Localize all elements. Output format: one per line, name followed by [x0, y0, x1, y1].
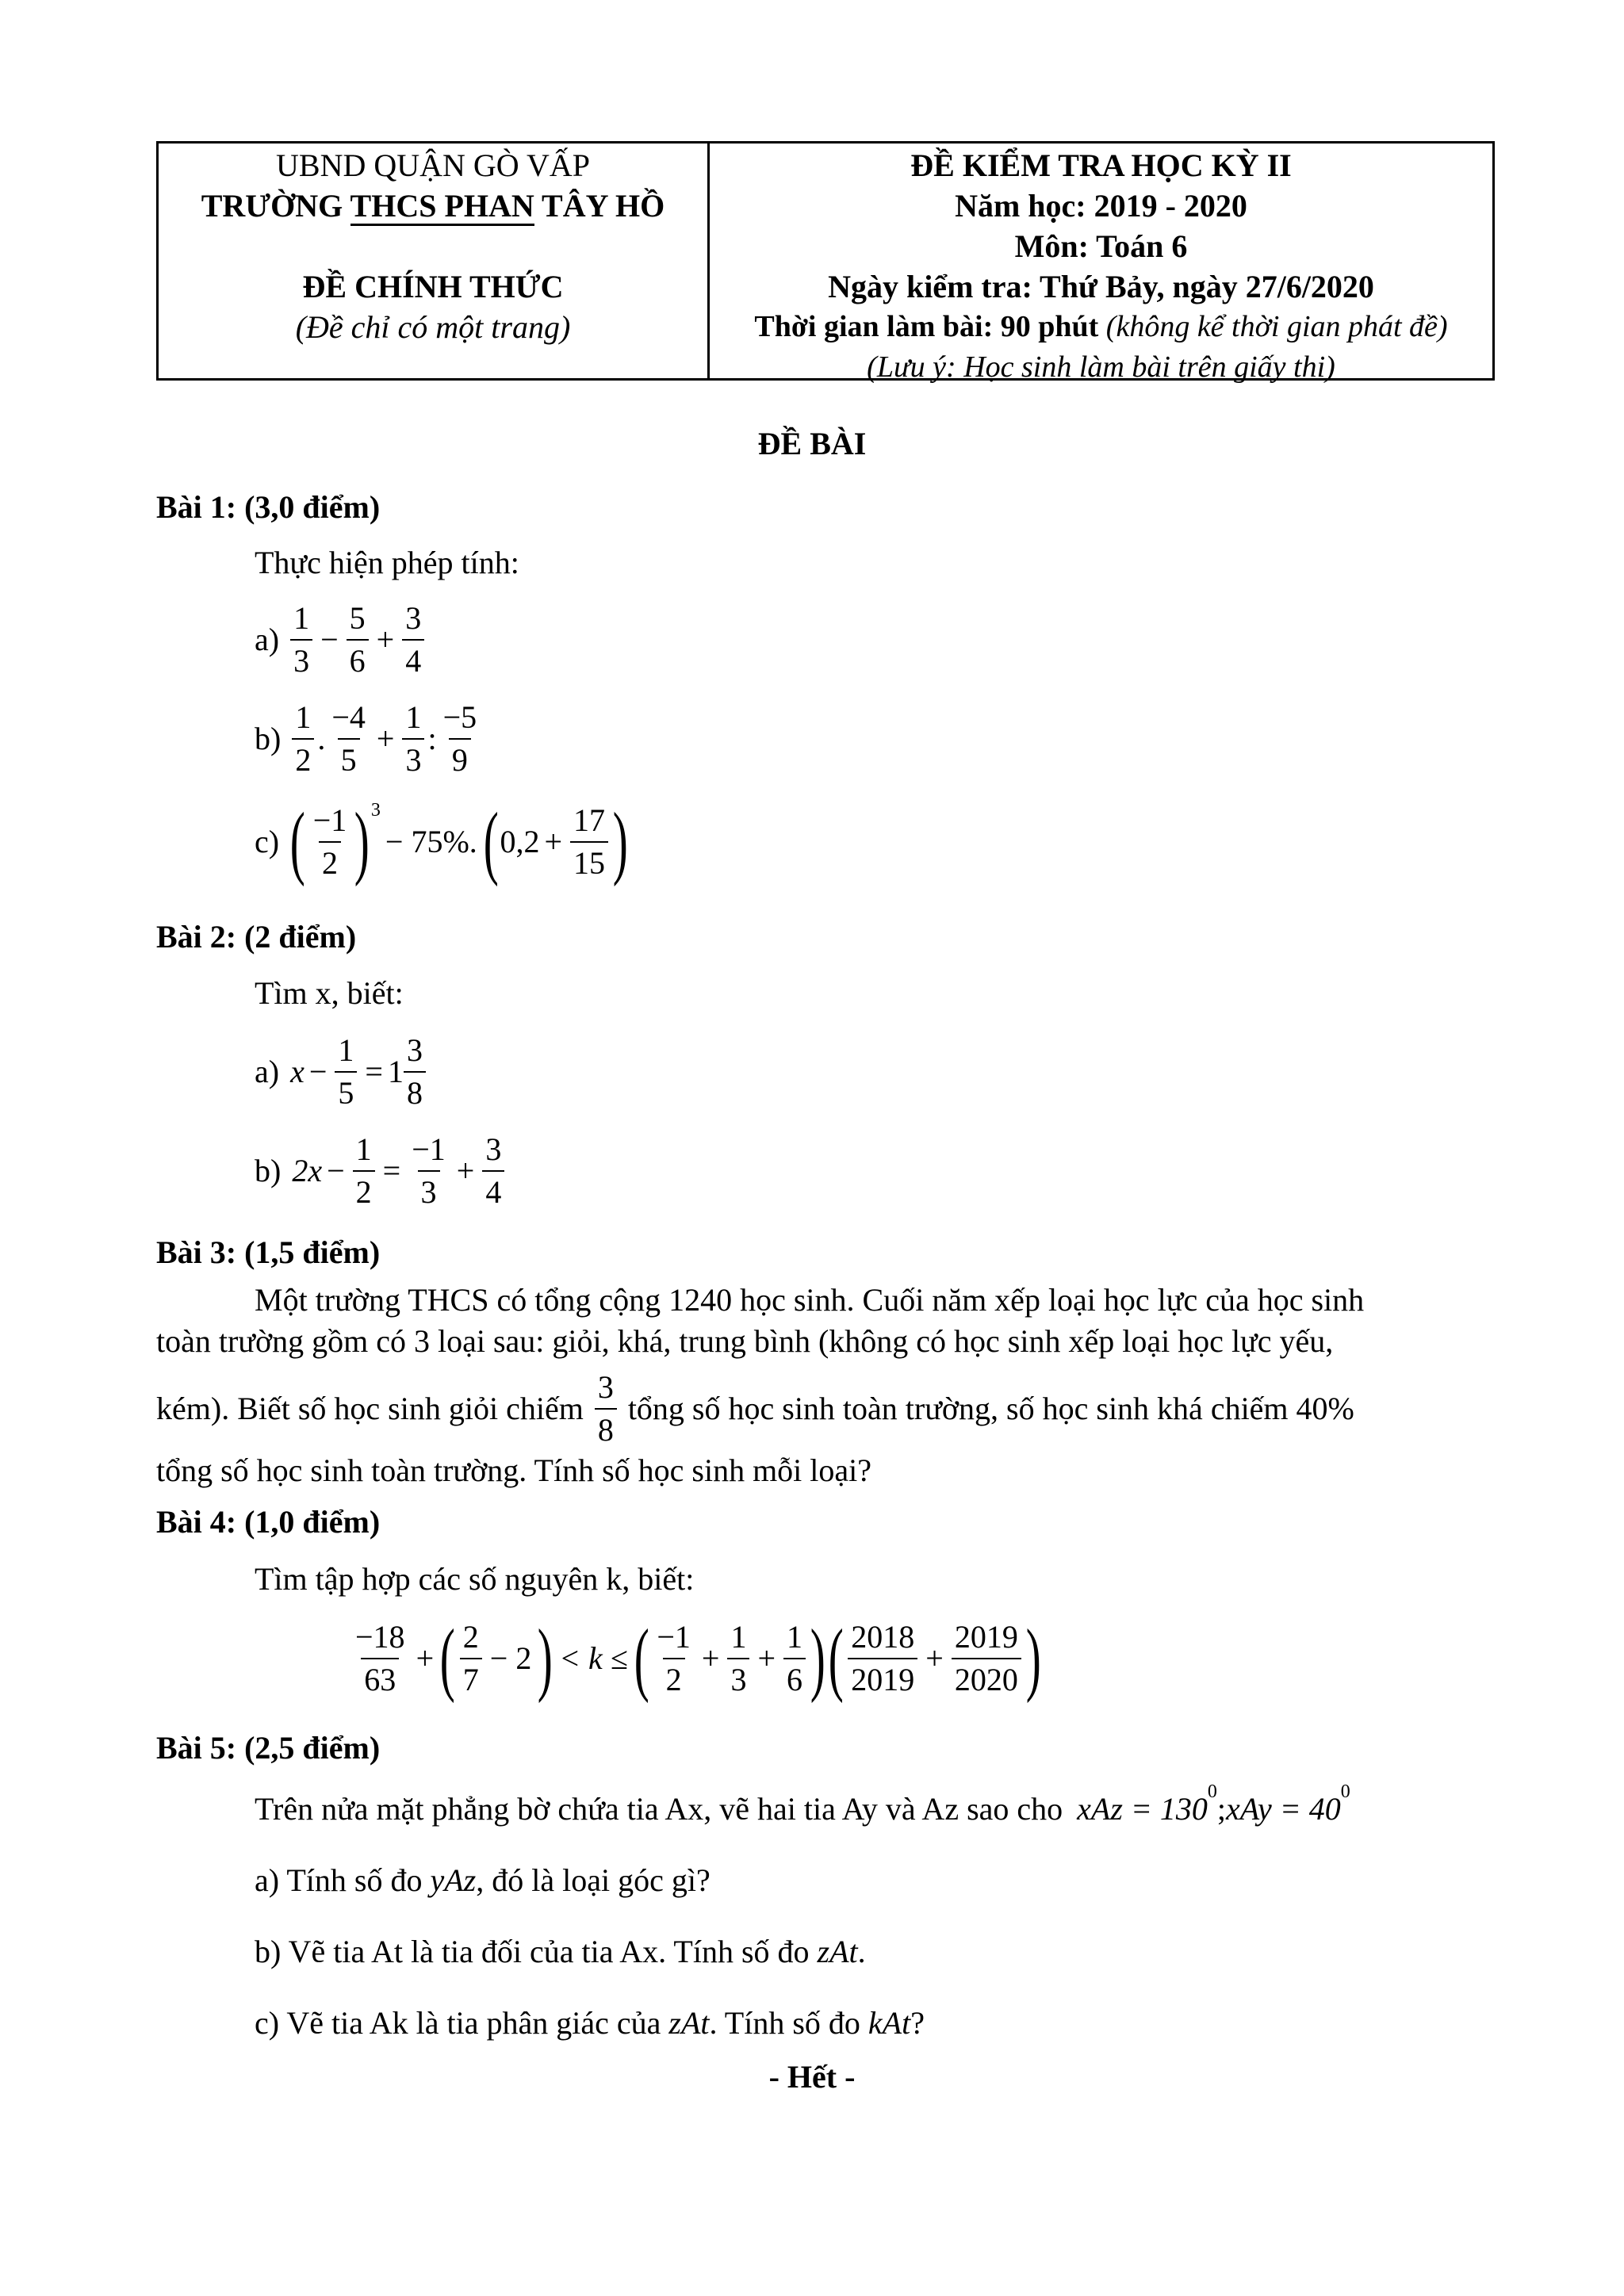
bai2-b: b) 2x − $\frac{1}{2}$ = $\frac{-1}{3}$ + $\frac{3}{4}$	[255, 1134, 508, 1208]
reminder-line: (Lưu ý: Học sinh làm bài trên giấy thi)	[867, 350, 1335, 384]
fraction: $\frac{-1}{2}$	[312, 802, 347, 881]
fraction: $\frac{-4}{5}$	[331, 699, 366, 778]
fraction: $\frac{1}{6}$	[783, 1621, 806, 1696]
fraction: $\frac{1}{3}$	[402, 702, 424, 776]
fraction: $\frac{1}{5}$	[335, 1035, 357, 1109]
bai3-heading: Bài 3: (1,5 điểm)	[156, 1234, 381, 1270]
school-name-underlined: THCS PHAN	[350, 188, 534, 226]
footer-end: - Hết -	[768, 2059, 856, 2095]
school-year: Năm học: 2019 - 2020	[955, 188, 1247, 224]
official-status: ĐỀ CHÍNH THỨC	[302, 269, 564, 304]
bai2-heading: Bài 2: (2 điểm)	[156, 919, 357, 955]
bai3-line3: kém). Biết số học sinh giỏi chiếm $\frac{3}{8}$ tổng số học sinh toàn trường, số học sinh khá chiếm 40%	[156, 1369, 1354, 1448]
fraction: $\frac{1}{2}$	[353, 1134, 375, 1208]
fraction: $\frac{5}{6}$	[347, 603, 369, 677]
fraction: $\frac{2018}{2019}$	[848, 1621, 917, 1696]
duration-line: Thời gian làm bài: 90 phút (không kể thời gian phát đề)	[754, 310, 1448, 343]
bai1-b: b) $\frac{1}{2}$ . $\frac{-4}{5}$ + $\frac{1}{3}$ : $\frac{-5}{9}$	[255, 702, 483, 776]
fraction: $\frac{17}{15}$	[570, 805, 608, 879]
exam-date: Ngày kiểm tra: Thứ Bảy, ngày 27/6/2020	[828, 269, 1374, 304]
bai2-a: a) x − $\frac{1}{5}$ = 1 $\frac{3}{8}$	[255, 1035, 429, 1109]
school-name: TRƯỜNG THCS PHAN TÂY HỒ	[159, 186, 707, 226]
fraction: $\frac{3}{8}$	[595, 1372, 617, 1446]
fraction: $\frac{-18}{63}$	[355, 1619, 405, 1697]
bai4-inequality: $\frac{-18}{63}$ + ( $\frac{2}{7}$ − 2 ) < k ≤ ( $\frac{-1}{2}$ + $\frac{1}{3}$ + $\frac{1}{6}$ ) ( $\frac{2018}{2019}$ + $\frac{2019}{2020}$ )	[349, 1617, 1042, 1700]
header-table	[156, 141, 1495, 384]
fraction: $\frac{-5}{9}$	[442, 699, 477, 778]
subject: Môn: Toán 6	[1014, 228, 1188, 264]
header-left	[159, 144, 710, 378]
bai3-line2: toàn trường gồm có 3 loại sau: giỏi, khá, trung bình (không có học sinh xếp loại học lực yếu,	[156, 1323, 1334, 1359]
page-title: ĐỀ BÀI	[757, 426, 867, 461]
fraction: $\frac{1}{3}$	[727, 1621, 749, 1696]
fraction: $\frac{3}{4}$	[482, 1134, 504, 1208]
bai1-c: c) ( $\frac{-1}{2}$ ) 3 − 75%. ( 0,2 + $\frac{17}{15}$ )	[255, 796, 628, 887]
bai1-a: a) $\frac{1}{3}$ − $\frac{5}{6}$ + $\frac{3}{4}$	[255, 603, 427, 677]
fraction: $\frac{-1}{2}$	[657, 1619, 691, 1697]
bai5-c: c) Vẽ tia Ak là tia phân giác của zAt. Tính số đo kAt?	[255, 2005, 925, 2041]
bai5-b: b) Vẽ tia At là tia đối của tia Ax. Tính số đo zAt.	[255, 1934, 866, 1969]
bai5-heading: Bài 5: (2,5 điểm)	[156, 1730, 381, 1766]
fraction: $\frac{1}{3}$	[290, 603, 312, 677]
exponent: 3	[370, 800, 381, 821]
bai1-instruction: Thực hiện phép tính:	[255, 545, 519, 580]
fraction: $\frac{-1}{3}$	[412, 1131, 446, 1210]
bai2-instruction: Tìm x, biết:	[255, 975, 404, 1011]
district-name: UBND QUẬN GÒ VẤP	[276, 147, 590, 183]
header-right	[710, 144, 1492, 384]
bai5-a: a) Tính số đo yAz, đó là loại góc gì?	[255, 1862, 710, 1898]
bai1-heading: Bài 1: (3,0 điểm)	[156, 489, 381, 525]
spacer	[159, 226, 707, 266]
bai3-line1: Một trường THCS có tổng cộng 1240 học sinh. Cuối năm xếp loại học lực của học sinh	[255, 1282, 1365, 1318]
fraction: $\frac{2}{7}$	[460, 1621, 482, 1696]
fraction: $\frac{2019}{2020}$	[952, 1621, 1021, 1696]
fraction: $\frac{3}{4}$	[402, 603, 424, 677]
fraction: $\frac{3}{8}$	[404, 1035, 426, 1109]
exam-title: ĐỀ KIỂM TRA HỌC KỲ II	[910, 147, 1292, 183]
fraction: $\frac{1}{2}$	[292, 702, 314, 776]
bai5-intro: Trên nửa mặt phẳng bờ chứa tia Ax, vẽ hai tia Ay và Az sao cho xAz = 130 0 ; xAy = 40 0	[255, 1781, 1350, 1827]
bai4-heading: Bài 4: (1,0 điểm)	[156, 1504, 381, 1540]
bai4-instruction: Tìm tập hợp các số nguyên k, biết:	[255, 1561, 695, 1597]
bai3-line4: tổng số học sinh toàn trường. Tính số học sinh mỗi loại?	[156, 1452, 872, 1488]
page-note: (Đề chỉ có một trang)	[295, 309, 571, 345]
